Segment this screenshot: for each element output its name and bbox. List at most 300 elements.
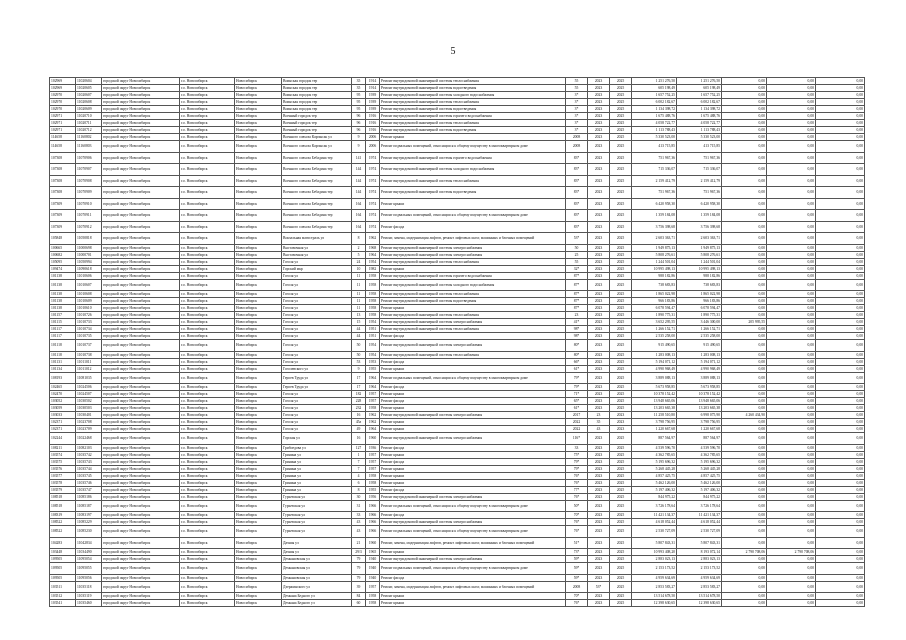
work-type-cell: Ремонт внутридомовой инженерной системы теплоснабжения (380, 351, 566, 358)
param-c-cell: 2025 (610, 258, 632, 265)
district-cell: городской округ Новосибирск (102, 537, 180, 549)
param-c-cell: 2023 (610, 419, 632, 426)
param-a-cell: 70* (566, 512, 588, 519)
house-id-cell: 108518 (50, 493, 76, 500)
house-id-cell: 103575 (50, 458, 76, 465)
owner-cost-cell: 0,00 (816, 486, 865, 493)
district-cell: городской округ Новосибирск (102, 384, 180, 391)
total-cost-cell: 751 967,36 (632, 187, 677, 199)
city-cell: г.о. Новосибирск (180, 465, 235, 472)
district-cell: городской округ Новосибирск (102, 127, 180, 134)
total-cost-cell: 5 673 958,85 (632, 384, 677, 391)
build-year-cell: 2006 (366, 141, 380, 153)
city-cell: г.о. Новосибирск (180, 127, 235, 134)
budget-cost-cell: 0,00 (722, 519, 767, 526)
param-c-cell: 2025 (610, 233, 632, 245)
param-b-cell: 2023 (588, 152, 610, 164)
house-number-cell: 15 (352, 319, 366, 326)
district-cell: городской округ Новосибирск (102, 291, 180, 298)
param-b-cell: 2023 (588, 120, 610, 127)
city-cell: г.о. Новосибирск (180, 398, 235, 405)
work-type-cell: Ремонт внутридомовой инженерной системы теплоснабжения (380, 175, 566, 187)
house-number-cell: 96 (352, 113, 366, 120)
param-a-cell: 33 (566, 444, 588, 451)
work-type-cell: Ремонт внутридомовой инженерной системы водоотведения (380, 106, 566, 113)
param-a-cell: 2008 (566, 141, 588, 153)
param-b-cell: 2023 (588, 319, 610, 326)
param-b-cell: 2023 (588, 405, 610, 412)
work-type-cell: Ремонт крыши (380, 479, 566, 486)
locality-cell: Новосибирск (235, 600, 282, 607)
locality-cell: Новосибирск (235, 134, 282, 141)
param-a-cell: 53* (566, 233, 588, 245)
district-cell: городской округ Новосибирск (102, 106, 180, 113)
table-row (50, 210, 865, 222)
table-row (50, 305, 865, 312)
build-year-cell: 1939 (366, 99, 380, 106)
param-b-cell: 2023 (588, 563, 610, 575)
owner-cost-cell: 0,00 (816, 113, 865, 120)
total-cost-cell: 413 715,85 (632, 141, 677, 153)
street-cell: Гоголя ул (282, 351, 352, 358)
street-cell: Выставочная ул (282, 244, 352, 251)
house-id-cell: 101134 (50, 365, 76, 372)
locality-cell: Новосибирск (235, 244, 282, 251)
table-row (50, 99, 865, 106)
total-cost-cell: 13 514 678,50 (632, 593, 677, 600)
regional-cost-cell: 0,00 (767, 244, 816, 251)
district-cell: городской округ Новосибирск (102, 244, 180, 251)
total-cost-cell: 1 251 276,50 (632, 78, 677, 85)
work-type-cell: Ремонт фасада (380, 444, 566, 451)
district-cell: городской округ Новосибирск (102, 593, 180, 600)
param-c-cell: 2025 (610, 472, 632, 479)
param-c-cell: 2025 (610, 405, 632, 412)
param-c-cell: 2025 (610, 372, 632, 384)
work-code-cell: 11070911 (76, 210, 102, 222)
street-cell: Военный городок тер (282, 113, 352, 120)
regional-cost-cell: 0,00 (767, 372, 816, 384)
param-a-cell: 76* (566, 600, 588, 607)
district-cell: городской округ Новосибирск (102, 279, 180, 291)
work-code-cell: 11030503 (76, 405, 102, 412)
fund-cost-cell: 1 113 788,43 (677, 127, 722, 134)
param-b-cell: 2023 (588, 221, 610, 233)
house-number-cell: 17 (352, 384, 366, 391)
fund-cost-cell: 10 995 498,13 (677, 265, 722, 272)
fund-cost-cell: 4 990 968,49 (677, 365, 722, 372)
house-id-cell: 101138 (50, 279, 76, 291)
param-b-cell: 2023 (588, 258, 610, 265)
param-b-cell: 2023 (588, 85, 610, 92)
city-cell: г.о. Новосибирск (180, 305, 235, 312)
house-id-cell: 108319 (50, 512, 76, 519)
regional-cost-cell: 0,00 (767, 127, 816, 134)
street-cell: Военного совхоза Бебадина тер (282, 221, 352, 233)
owner-cost-cell: 0,00 (816, 574, 865, 581)
total-cost-cell: 751 967,36 (632, 152, 677, 164)
work-code-cell: 11090618 (76, 265, 102, 272)
param-b-cell: 2023 (588, 175, 610, 187)
param-b-cell: 2023 (588, 291, 610, 298)
city-cell: г.о. Новосибирск (180, 326, 235, 333)
total-cost-cell: 5 330 523,00 (632, 134, 677, 141)
total-cost-cell: 13 203 665,38 (632, 405, 677, 412)
table-row (50, 85, 865, 92)
total-cost-cell: 887 564,97 (632, 433, 677, 445)
house-number-cell: 11 (352, 291, 366, 298)
param-b-cell: 2023 (588, 433, 610, 445)
house-id-cell: 103541 (50, 600, 76, 607)
house-id-cell: 107308 (50, 187, 76, 199)
table-row (50, 164, 865, 176)
param-b-cell: 2023 (588, 512, 610, 519)
work-code-cell: 11020608 (76, 99, 102, 106)
param-c-cell: 2025 (610, 279, 632, 291)
budget-cost-cell: 0,00 (722, 372, 767, 384)
city-cell: г.о. Новосибирск (180, 537, 235, 549)
work-type-cell: Ремонт внутридомовой инженерной системы холодного водоснабжения (380, 164, 566, 176)
table-row (50, 244, 865, 251)
budget-cost-cell: 0,00 (722, 384, 767, 391)
build-year-cell: 1958 (366, 405, 380, 412)
city-cell: г.о. Новосибирск (180, 134, 235, 141)
param-c-cell: 2025 (610, 479, 632, 486)
param-a-cell: 2008 (566, 581, 588, 593)
street-cell: Гоголя ул (282, 412, 352, 419)
house-number-cell: 21 (352, 537, 366, 549)
build-year-cell: 1974 (366, 175, 380, 187)
district-cell: городской округ Новосибирск (102, 210, 180, 222)
param-b-cell: 2023 (588, 519, 610, 526)
fund-cost-cell: 4 959 634,69 (677, 574, 722, 581)
regional-cost-cell: 0,00 (767, 444, 816, 451)
table-row (50, 405, 865, 412)
budget-cost-cell: 0,00 (722, 120, 767, 127)
total-cost-cell: 966 183,86 (632, 298, 677, 305)
regional-cost-cell: 0,00 (767, 333, 816, 340)
district-cell: городской округ Новосибирск (102, 221, 180, 233)
param-c-cell: 2025 (610, 574, 632, 581)
city-cell: г.о. Новосибирск (180, 372, 235, 384)
table-row (50, 279, 865, 291)
total-cost-cell: 844 975,22 (632, 493, 677, 500)
budget-cost-cell: 0,00 (722, 244, 767, 251)
house-id-cell: 103033 (50, 412, 76, 419)
district-cell: городской округ Новосибирск (102, 92, 180, 99)
work-code-cell: 11085187 (76, 500, 102, 512)
work-type-cell: Ремонт фасада (380, 512, 566, 519)
build-year-cell: 1964 (366, 372, 380, 384)
work-code-cell: 11085229 (76, 519, 102, 526)
budget-cost-cell: 0,00 (722, 326, 767, 333)
param-a-cell: 76* (566, 479, 588, 486)
street-cell: Гоголя ул (282, 391, 352, 398)
street-cell: Демьяновская ул (282, 563, 352, 575)
build-year-cell: 1916 (366, 120, 380, 127)
house-number-cell: 43 (352, 526, 366, 538)
param-b-cell: 2023 (588, 164, 610, 176)
build-year-cell: 1982 (366, 265, 380, 272)
total-cost-cell: 2 603 363,71 (632, 233, 677, 245)
house-number-cell: 8 (352, 233, 366, 245)
total-cost-cell: 11 421 134,37 (632, 512, 677, 519)
house-id-cell: 103448 (50, 549, 76, 556)
regional-cost-cell: 0,00 (767, 412, 816, 419)
fund-cost-cell: 2 530 727,09 (677, 526, 722, 538)
budget-cost-cell: 0,00 (722, 298, 767, 305)
param-a-cell: 79* (566, 384, 588, 391)
param-a-cell: 50* (566, 500, 588, 512)
param-b-cell: 2023 (588, 526, 610, 538)
regional-cost-cell: 0,00 (767, 419, 816, 426)
build-year-cell: 1951 (366, 333, 380, 340)
fund-cost-cell: 2 853 583,27 (677, 581, 722, 593)
total-cost-cell: 5 195 696,32 (632, 458, 677, 465)
regional-cost-cell: 0,00 (767, 164, 816, 176)
fund-cost-cell: 751 967,36 (677, 152, 722, 164)
total-cost-cell: 3 652 295,55 (632, 319, 677, 326)
fund-cost-cell: 1 865 022,98 (677, 291, 722, 298)
fund-cost-cell: 6 998 075,90 (677, 412, 722, 419)
owner-cost-cell: 0,00 (816, 251, 865, 258)
total-cost-cell: 1 244 501,04 (632, 258, 677, 265)
work-code-cell: 11070910 (76, 198, 102, 210)
house-id-cell: 101115 (50, 319, 76, 326)
total-cost-cell: 1 134 398,72 (632, 106, 677, 113)
district-cell: городской округ Новосибирск (102, 298, 180, 305)
city-cell: г.о. Новосибирск (180, 152, 235, 164)
budget-cost-cell: 0,00 (722, 258, 767, 265)
house-id-cell: 109505 (50, 563, 76, 575)
fund-cost-cell: 5 462 126,00 (677, 479, 722, 486)
house-number-cell: 6 (352, 479, 366, 486)
build-year-cell: 1962 (366, 412, 380, 419)
total-cost-cell: 4 618 052,44 (632, 519, 677, 526)
house-number-cell: 45а (352, 419, 366, 426)
street-cell: Гоголя ул (282, 298, 352, 305)
table-row (50, 451, 865, 458)
district-cell: городской округ Новосибирск (102, 78, 180, 85)
house-id-cell: 102371 (50, 426, 76, 433)
district-cell: городской округ Новосибирск (102, 465, 180, 472)
work-code-cell: 11160803 (76, 141, 102, 153)
house-number-cell: 35 (352, 85, 366, 92)
locality-cell: Новосибирск (235, 326, 282, 333)
owner-cost-cell: 0,00 (816, 405, 865, 412)
build-year-cell: 1966 (366, 500, 380, 512)
budget-cost-cell: 0,00 (722, 465, 767, 472)
param-b-cell: 2023 (588, 312, 610, 319)
work-code-cell: 11020605 (76, 85, 102, 92)
total-cost-cell: 6 420 958,30 (632, 198, 677, 210)
budget-cost-cell: 0,00 (722, 305, 767, 312)
house-number-cell: 2 (352, 244, 366, 251)
work-type-cell: Ремонт внутридомовой инженерной системы теплоснабжения (380, 326, 566, 333)
param-b-cell: 2023 (588, 451, 610, 458)
table-row (50, 233, 865, 245)
house-id-cell: 114658 (50, 134, 76, 141)
param-c-cell: 2025 (610, 556, 632, 563)
fund-cost-cell: 6 420 958,30 (677, 198, 722, 210)
param-c-cell: 2025 (610, 351, 632, 358)
regional-cost-cell: 0,00 (767, 384, 816, 391)
param-a-cell: 66* (566, 358, 588, 365)
param-b-cell: 2023 (588, 600, 610, 607)
total-cost-cell: 4 857 425,75 (632, 472, 677, 479)
table-row (50, 251, 865, 258)
param-a-cell: 51* (566, 537, 588, 549)
param-c-cell: 2025 (610, 198, 632, 210)
build-year-cell: 1914 (366, 78, 380, 85)
house-id-cell: 101138 (50, 298, 76, 305)
house-id-cell: 101138 (50, 291, 76, 298)
fund-cost-cell: 1 266 152,71 (677, 326, 722, 333)
city-cell: г.о. Новосибирск (180, 333, 235, 340)
total-cost-cell: 1 865 022,98 (632, 291, 677, 298)
build-year-cell: 1914 (366, 85, 380, 92)
city-cell: г.о. Новосибирск (180, 99, 235, 106)
owner-cost-cell: 0,00 (816, 164, 865, 176)
fund-cost-cell: 6 002 182,67 (677, 99, 722, 106)
regional-cost-cell: 0,00 (767, 106, 816, 113)
house-number-cell: 79 (352, 556, 366, 563)
owner-cost-cell: 0,00 (816, 451, 865, 458)
locality-cell: Новосибирск (235, 372, 282, 384)
regional-cost-cell: 0,00 (767, 405, 816, 412)
fund-cost-cell: 10 378 152,42 (677, 391, 722, 398)
street-cell: Гурьевская ул (282, 512, 352, 519)
work-type-cell: Ремонт внутридомовой инженерной системы электроснабжения (380, 244, 566, 251)
house-id-cell: 101157 (50, 312, 76, 319)
param-a-cell: 59* (566, 556, 588, 563)
work-code-cell: 11010733 (76, 319, 102, 326)
regional-cost-cell: 0,00 (767, 298, 816, 305)
district-cell: городской округ Новосибирск (102, 391, 180, 398)
param-b-cell: 2023 (588, 326, 610, 333)
regional-cost-cell: 0,00 (767, 465, 816, 472)
work-code-cell: 11000698 (76, 244, 102, 251)
owner-cost-cell: 0,00 (816, 581, 865, 593)
total-cost-cell: 2 159 412,79 (632, 175, 677, 187)
district-cell: городской округ Новосибирск (102, 519, 180, 526)
owner-cost-cell: 0,00 (816, 78, 865, 85)
work-code-cell: 11050818 (76, 233, 102, 245)
regional-cost-cell: 0,00 (767, 526, 816, 538)
locality-cell: Новосибирск (235, 164, 282, 176)
param-c-cell: 2025 (610, 127, 632, 134)
street-cell: Гоголя ул (282, 291, 352, 298)
regional-cost-cell: 0,00 (767, 486, 816, 493)
street-cell: Дзержинского ул (282, 581, 352, 593)
work-type-cell: Ремонт фасада (380, 398, 566, 405)
regional-cost-cell: 0,00 (767, 175, 816, 187)
house-number-cell: 60 (352, 600, 366, 607)
total-cost-cell: 12 398 630,65 (632, 600, 677, 607)
budget-cost-cell: 0,00 (722, 593, 767, 600)
locality-cell: Новосибирск (235, 526, 282, 538)
build-year-cell: 1958 (366, 305, 380, 312)
work-code-cell: 11160802 (76, 134, 102, 141)
total-cost-cell: 3 889 088,13 (632, 372, 677, 384)
table-row (50, 92, 865, 99)
work-code-cell: 11022468 (76, 433, 102, 445)
param-c-cell: 2025 (610, 465, 632, 472)
work-type-cell: Ремонт, замена, модернизация лифтов, ремонт лифтовых шахт, машинных и блочных помещений (380, 233, 566, 245)
work-type-cell: Ремонт крыши (380, 451, 566, 458)
owner-cost-cell: 0,00 (816, 85, 865, 92)
regional-cost-cell: 0,00 (767, 493, 816, 500)
total-cost-cell: 2 530 727,09 (632, 526, 677, 538)
regional-cost-cell: 0,00 (767, 92, 816, 99)
param-c-cell: 2025 (610, 113, 632, 120)
param-c-cell: 2025 (610, 319, 632, 326)
regional-cost-cell: 0,00 (767, 187, 816, 199)
param-a-cell: 83* (566, 221, 588, 233)
budget-cost-cell: 0,00 (722, 479, 767, 486)
locality-cell: Новосибирск (235, 391, 282, 398)
budget-cost-cell: 0,00 (722, 210, 767, 222)
param-a-cell: 77* (566, 486, 588, 493)
work-type-cell: Ремонт внутридомовой инженерной системы холодного водоснабжения (380, 279, 566, 291)
param-c-cell: 2025 (610, 221, 632, 233)
owner-cost-cell: 0,00 (816, 358, 865, 365)
locality-cell: Новосибирск (235, 319, 282, 326)
build-year-cell: 1968 (366, 244, 380, 251)
district-cell: городской округ Новосибирск (102, 433, 180, 445)
fund-cost-cell: 1 251 276,50 (677, 78, 722, 85)
work-code-cell: 11010737 (76, 340, 102, 352)
build-year-cell: 1954 (366, 351, 380, 358)
param-b-cell: 2023 (588, 574, 610, 581)
param-b-cell: 2023 (588, 305, 610, 312)
locality-cell: Новосибирск (235, 120, 282, 127)
work-code-cell: 11023709 (76, 426, 102, 433)
locality-cell: Новосибирск (235, 500, 282, 512)
build-year-cell: 1966 (366, 512, 380, 519)
budget-cost-cell: 0,00 (722, 458, 767, 465)
param-a-cell: 76* (566, 526, 588, 538)
total-cost-cell: 2 883 023,13 (632, 556, 677, 563)
param-c-cell: 2025 (610, 365, 632, 372)
total-cost-cell: 2 153 173,52 (632, 563, 677, 575)
street-cell: Военного совхоза Карпысак ул (282, 134, 352, 141)
street-cell: Гоголя ул (282, 419, 352, 426)
house-number-cell: 141 (352, 152, 366, 164)
street-cell: Гринина ул (282, 451, 352, 458)
budget-cost-cell: 0,00 (722, 164, 767, 176)
street-cell: Гоголя ул (282, 333, 352, 340)
build-year-cell: 1957 (366, 458, 380, 465)
work-type-cell: Ремонт внутридомовой инженерной системы электроснабжения (380, 319, 566, 326)
district-cell: городской округ Новосибирск (102, 451, 180, 458)
city-cell: г.о. Новосибирск (180, 251, 235, 258)
param-c-cell: 2025 (610, 549, 632, 556)
street-cell: Гурьевская ул (282, 519, 352, 526)
total-cost-cell: 1 220 667,68 (632, 426, 677, 433)
house-id-cell: 102970 (50, 99, 76, 106)
owner-cost-cell: 0,00 (816, 372, 865, 384)
param-b-cell: 2023 (588, 384, 610, 391)
build-year-cell: 1951 (366, 326, 380, 333)
city-cell: г.о. Новосибирск (180, 451, 235, 458)
budget-cost-cell: 0,00 (722, 472, 767, 479)
owner-cost-cell: 0,00 (816, 141, 865, 153)
house-number-cell: 8 (352, 486, 366, 493)
budget-cost-cell: 0,00 (722, 187, 767, 199)
param-b-cell: 2023 (588, 372, 610, 384)
build-year-cell: 1958 (366, 312, 380, 319)
